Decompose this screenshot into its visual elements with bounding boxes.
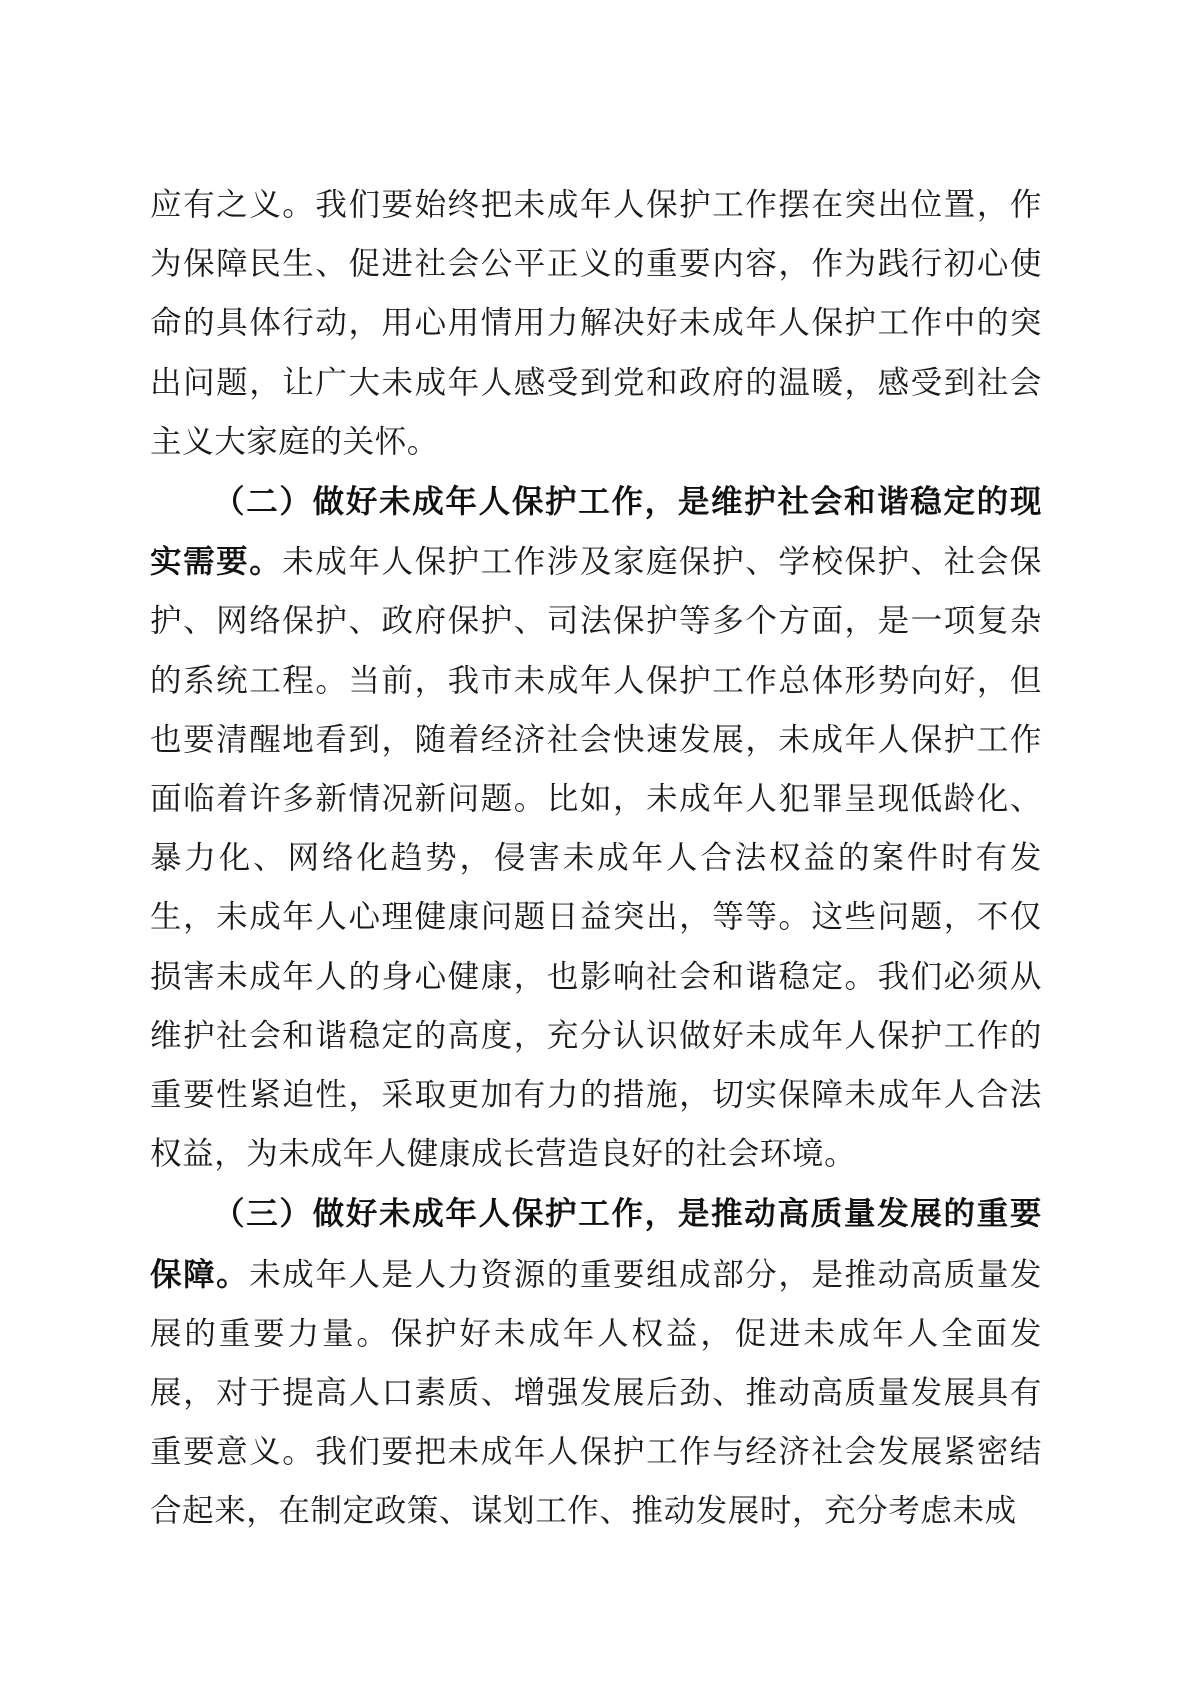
paragraph-3-heading: （三）做好未成年人保护工作，是推动高质量发展的重要保障。 (150, 1195, 1042, 1293)
paragraph-1-text: 应有之义。我们要始终把未成年人保护工作摆在突出位置，作为保障民生、促进社会公平正义的重要内容，作为践行初心使命的具体行动，用心用情用力解决好未成年人保护工作中的突出问题，让广大未成年人感受到党和政府的温暖，感受到社会主义大家庭的关怀。 (150, 187, 1042, 460)
paragraph-2-text: 未成年人保护工作涉及家庭保护、学校保护、社会保护、网络保护、政府保护、司法保护等多个方面，是一项复杂的系统工程。当前，我市未成年人保护工作总体形势向好，但也要清醒地看到，随着经济社会快速发展，未成年人保护工作面临着许多新情况新问题。比如，未成年人犯罪呈现低龄化、暴力化、网络化趋势，侵害未成年人合法权益的案件时有发生，未成年人心理健康问题日益突出，等等。这些问题，不仅损害未成年人的身心健康，也影响社会和谐稳定。我们必须从维护社会和谐稳定的高度，充分认识做好未成年人保护工作的重要性紧迫性，采取更加有力的措施，切实保障未成年人合法权益，为未成年人健康成长营造良好的社会环境。 (150, 544, 1042, 1173)
paragraph-3 (150, 1184, 1042, 1541)
paragraph-1 (150, 176, 1042, 472)
body-text (150, 176, 1042, 1542)
paragraph-2-heading: （二）做好未成年人保护工作，是维护社会和谐稳定的现实需要。 (150, 483, 1042, 581)
paragraph-2 (150, 472, 1042, 1184)
paragraph-3-text: 未成年人是人力资源的重要组成部分，是推动高质量发展的重要力量。保护好未成年人权益，促进未成年人全面发展，对于提高人口素质、增强发展后劲、推动高质量发展具有重要意义。我们要把未成年人保护工作与经济社会发展紧密结合起来，在制定政策、谋划工作、推动发展时，充分考虑未成 (150, 1256, 1042, 1530)
